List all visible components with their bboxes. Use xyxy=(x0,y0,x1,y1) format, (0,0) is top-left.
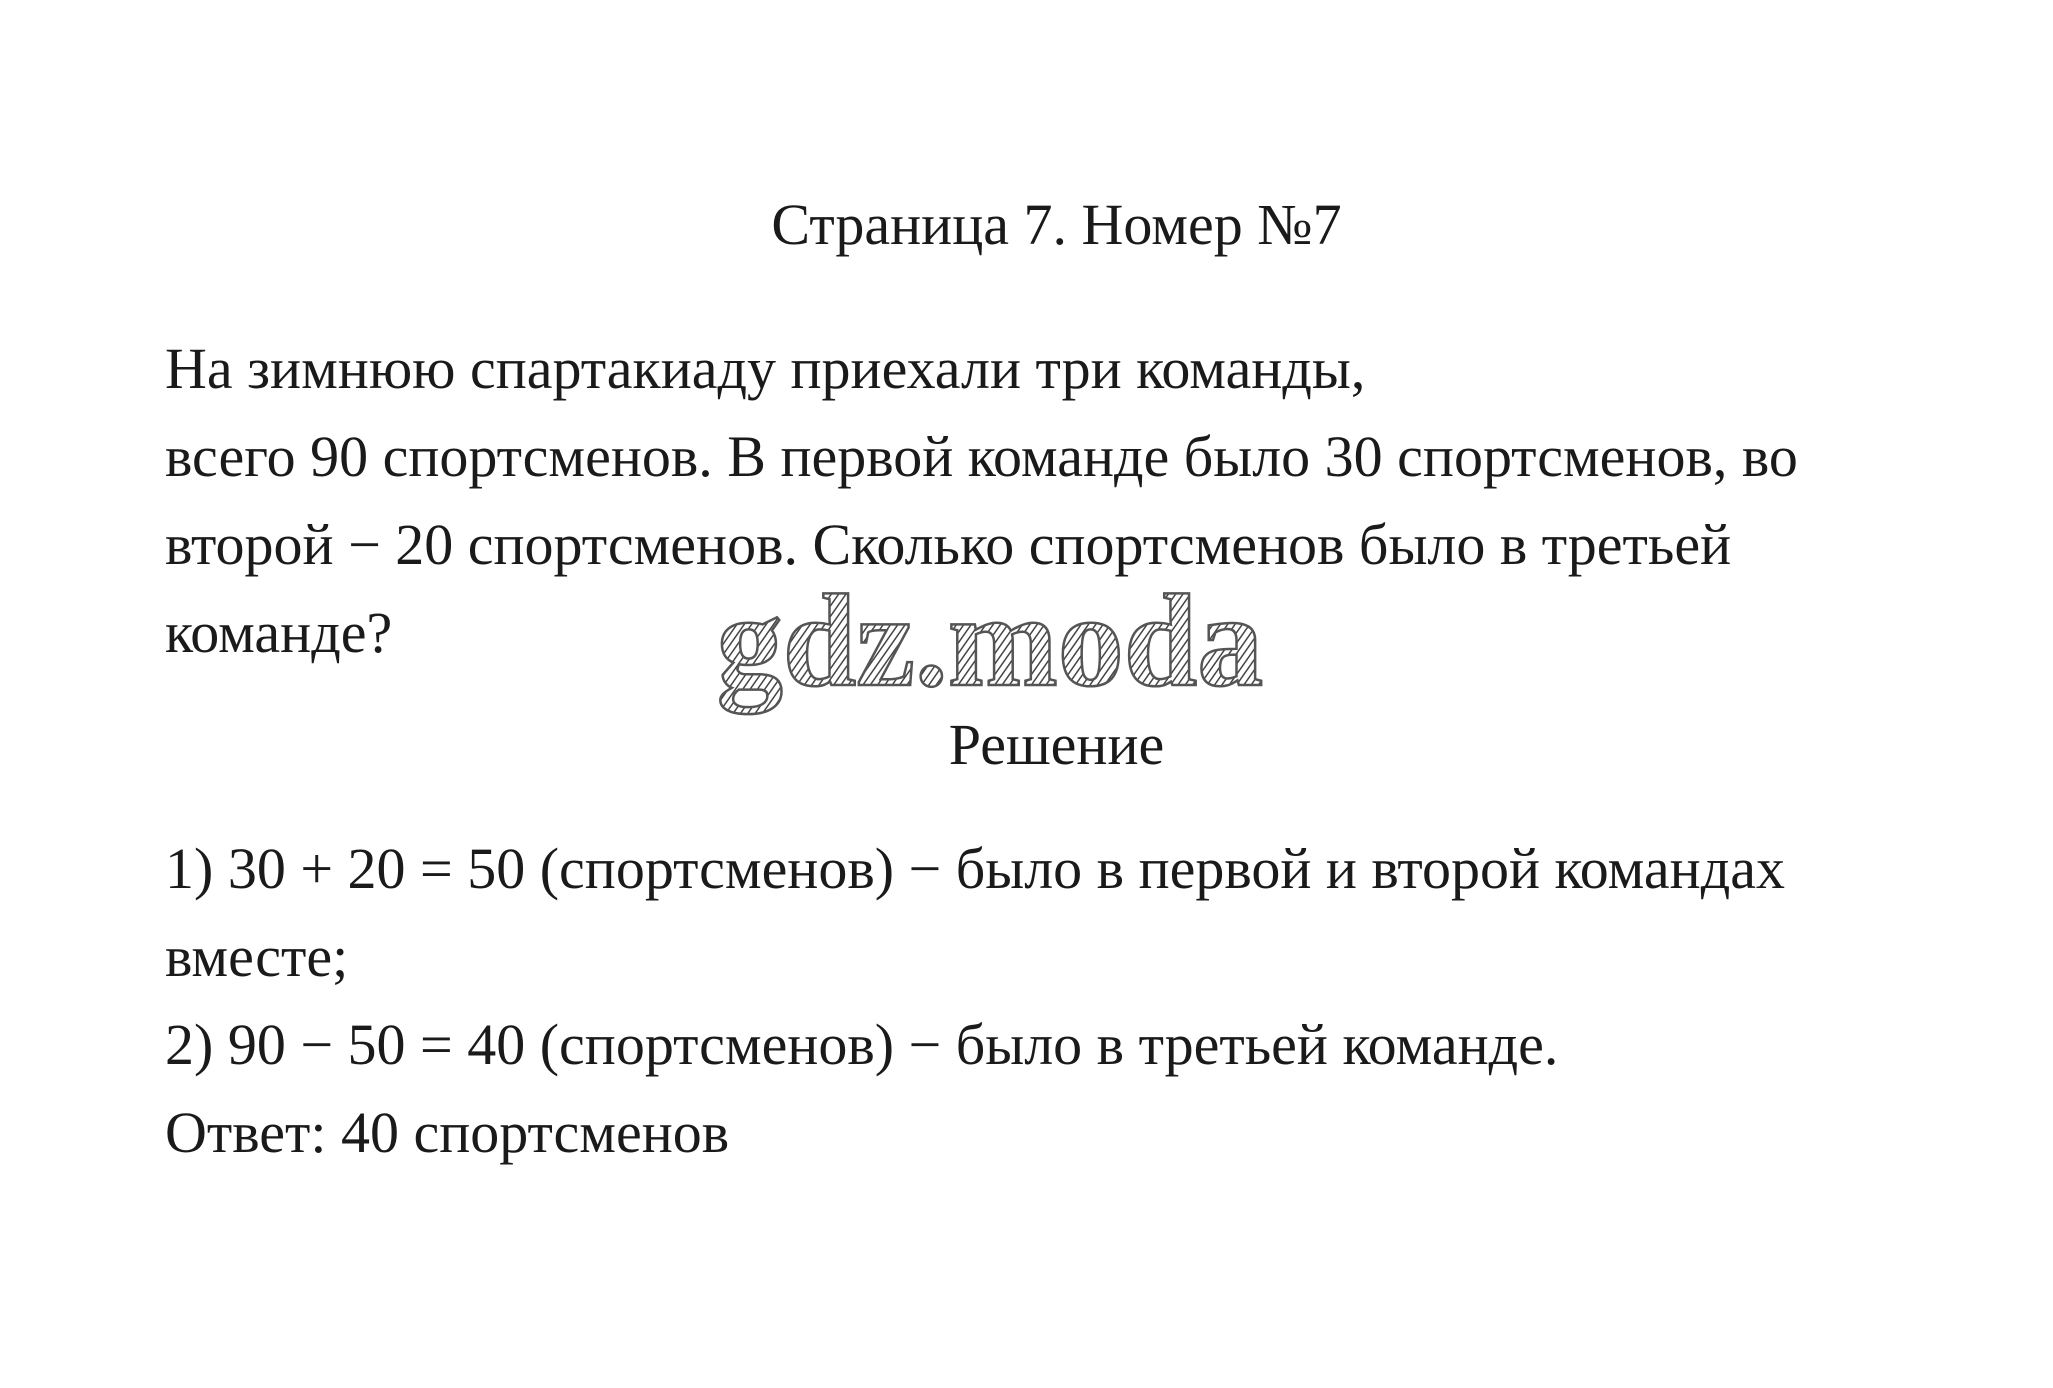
page-title: Страница 7. Номер №7 xyxy=(771,192,1342,257)
solution-heading: Решение xyxy=(948,712,1165,777)
answer-line: Ответ: 40 спортсменов xyxy=(165,1100,730,1165)
problem-line: На зимнюю спартакиаду приехали три команды, xyxy=(165,336,1366,401)
problem-line: команде? xyxy=(165,600,393,665)
problem-line: всего 90 спортсменов. В первой команде было 30 спортсменов, во xyxy=(165,424,1798,489)
problem-line: второй − 20 спортсменов. Сколько спортсменов было в третьей xyxy=(165,512,1732,577)
solution-line: 1) 30 + 20 = 50 (спортсменов) − было в первой и второй командах xyxy=(165,836,1785,901)
solution-line: вместе; xyxy=(165,924,349,989)
solution-body xyxy=(165,825,1965,1177)
solution-line: 2) 90 − 50 = 40 (спортсменов) − было в третьей команде. xyxy=(165,1012,1559,1077)
svg-text:gdz.moda: gdz.moda xyxy=(716,575,1264,714)
watermark-logo xyxy=(690,575,1290,725)
